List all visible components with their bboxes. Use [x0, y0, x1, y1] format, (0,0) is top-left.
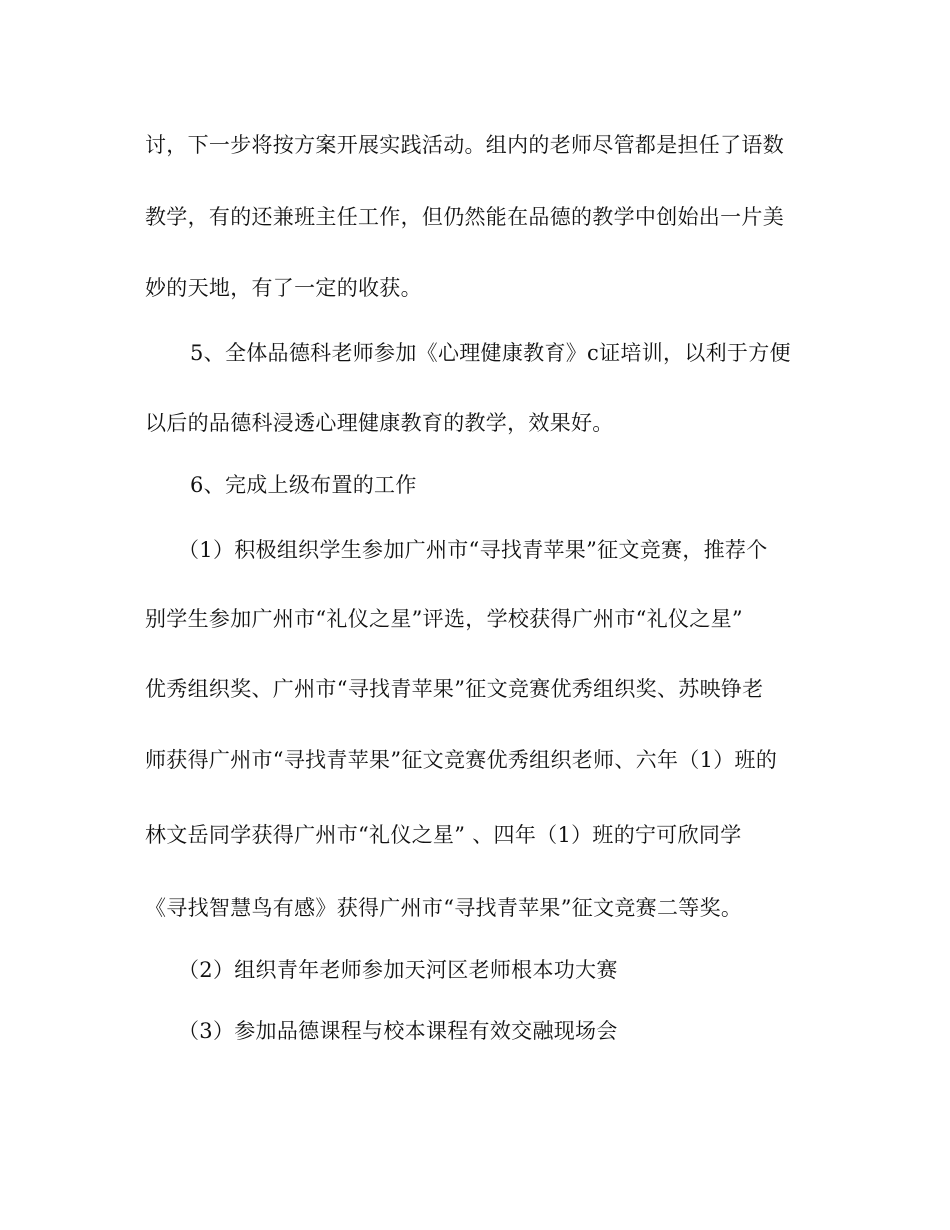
- item-6-heading: 6、完成上级布置的工作: [190, 473, 417, 497]
- subitem-1-line-4: 师获得广州市“寻找青苹果”征文竞赛优秀组织老师、六年（1）班的: [145, 748, 778, 772]
- subitem-1-line-2: 别学生参加广州市“礼仪之星”评选，学校获得广州市“礼仪之星”: [145, 607, 743, 631]
- subitem-1-line-1: （1）积极组织学生参加广州市“寻找青苹果”征文竞赛，推荐个: [178, 538, 768, 562]
- item-5-line-1: 5、全体品德科老师参加《心理健康教育》c证培训，以利于方便: [190, 341, 791, 365]
- subitem-1-line-3: 优秀组织奖、广州市“寻找青苹果”征文竞赛优秀组织奖、苏映铮老: [145, 677, 764, 701]
- paragraph-line-1: 讨，下一步将按方案开展实践活动。组内的老师尽管都是担任了语数: [145, 133, 784, 157]
- subitem-2: （2）组织青年老师参加天河区老师根本功大赛: [178, 958, 618, 982]
- item-5-line-2: 以后的品德科浸透心理健康教育的教学，效果好。: [145, 411, 614, 435]
- subitem-3: （3）参加品德课程与校本课程有效交融现场会: [178, 1019, 618, 1043]
- paragraph-line-3: 妙的天地，有了一定的收获。: [145, 276, 422, 300]
- subitem-1-line-5: 林文岳同学获得广州市“礼仪之星” 、四年（1）班的宁可欣同学: [145, 823, 742, 847]
- subitem-1-line-6: 《寻找智慧鸟有感》获得广州市“寻找青苹果”征文竞赛二等奖。: [145, 896, 743, 920]
- paragraph-line-2: 教学，有的还兼班主任工作，但仍然能在品德的教学中创始出一片美: [145, 205, 784, 229]
